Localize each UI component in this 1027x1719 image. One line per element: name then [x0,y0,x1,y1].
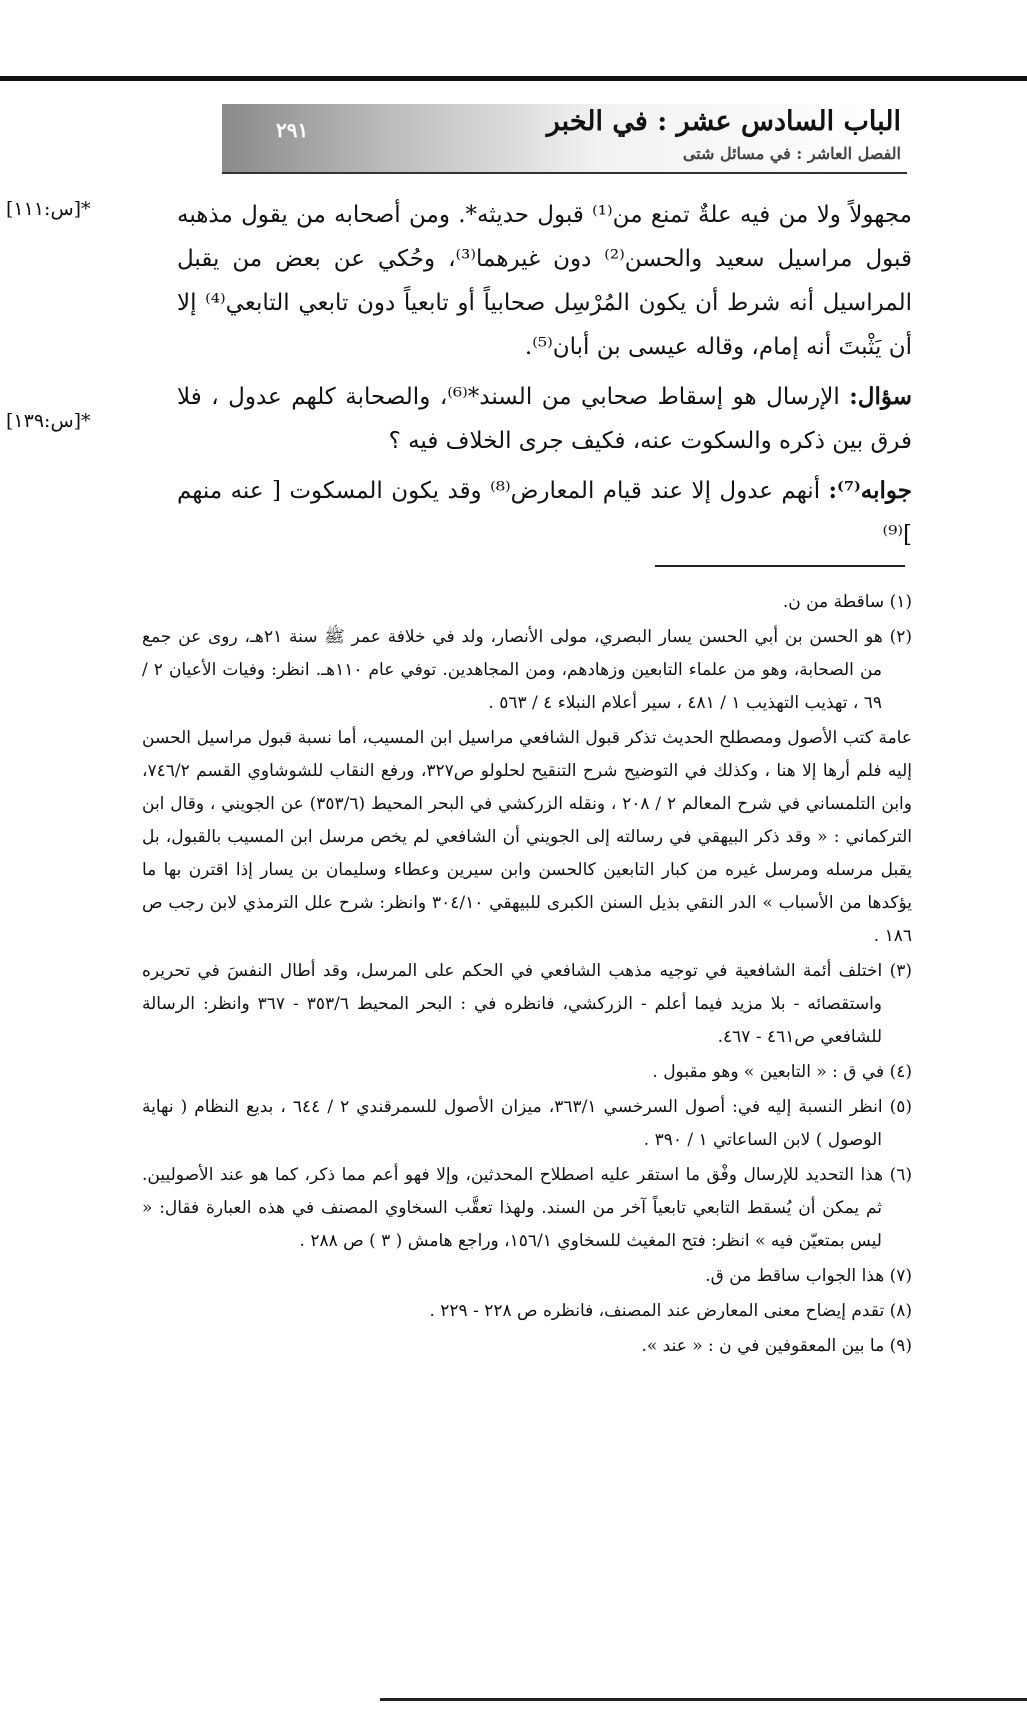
question-paragraph [177,375,912,463]
chapter-title: الباب السادس عشر : في الخبر [546,106,901,137]
question-text: الإرسال هو إسقاط صحابي من السند*⁽⁶⁾، والصحابة كلهم عدول ، فلا فرق بين ذكره والسكوت عنه، فكيف جرى الخلاف فيه ؟ [177,384,912,454]
page-number: ٢٩١ [276,118,309,142]
footnote-4: (٤) في ق : « التابعين » وهو مقبول . [652,1062,912,1082]
bottom-rule [380,1698,1027,1701]
footnote-3: (٣) اختلف أئمة الشافعية في توجيه مذهب الشافعي في الحكم على المرسل، وقد أطال النفسَ في تحريره واستقصائه - بلا مزيد فيما أعلم - الزركشي، فانظره في : البحر المحيط ٣٥٣/٦ - ٣٦٧ وانظر: الرسالة للشافعي ص٤٦١ - ٤٦٧. [142,961,912,1047]
answer-label: جوابه⁽⁷⁾: [828,477,913,504]
footnote-9: (٩) ما بين المعقوفين في ن : « عند ». [641,1336,912,1356]
paragraph-1: مجهولاً ولا من فيه علةٌ تمنع من⁽¹⁾ قبول حديثه*. ومن أصحابه من يقول مذهبه قبول مراسيل سعيد والحسن⁽²⁾ دون غيرهما⁽³⁾، وحُكي عن بعض من يقبل المراسيل أنه شرط أن يكون المُرْسِل صحابياً أو تابعياً دون تابعي التابعي⁽⁴⁾ إلا أن يَثْبتَ أنه إمام، وقاله عيسى بن أبان⁽⁵⁾. [177,202,913,360]
footnote-5: (٥) انظر النسبة إليه في: أصول السرخسي ٣٦٣/١، ميزان الأصول للسمرقندي ٢ / ٦٤٤ ، بديع النظام ( نهاية الوصول ) لابن الساعاتي ١ / ٣٩٠ . [142,1097,912,1150]
footnote-1: (١) ساقطة من ن. [782,592,912,612]
footnote-separator [655,565,905,567]
running-header [222,104,907,174]
footnote-8: (٨) تقدم إيضاح معنى المعارض عند المصنف، فانظره ص ٢٢٨ - ٢٢٩ . [429,1301,912,1321]
footnotes [142,586,912,1365]
top-rule [0,76,1027,81]
answer-paragraph [177,469,912,557]
footnote-2-continued: عامة كتب الأصول ومصطلح الحديث تذكر قبول الشافعي مراسيل ابن المسيب، أما نسبة قبول مراسيل الحسن إليه فلم أرها إلا هنا ، وكذلك في التوضيح شرح التنقيح لحلولو ص٣٢٧، ورفع النقاب للشوشاوي القسم ٧٤٦/٢، وابن التلمساني في شرح المعالم ٢ / ٢٠٨ ، ونقله الزركشي في البحر المحيط (٣٥٣/٦) عن الجويني ، وقال ابن التركماني : « وقد ذكر البيهقي في رسالته إلى الجويني أن الشافعي لم يخص مرسل ابن المسيب بالقبول، بل يقبل مرسله ومرسل غيره من كبار التابعين كالحسن وابن سيرين وعطاء وسليمان بن يسار إذا اقترن بها ما يؤكدها من الأسباب » الدر النقي بذيل السنن الكبرى للبيهقي ٣٠٤/١٠ وانظر: شرح علل الترمذي لابن رجب ص ١٨٦ . [142,728,913,946]
margin-note-2: *[س:١٣٩] [6,410,91,432]
question-label: سؤال: [849,383,912,410]
answer-text: أنهم عدول إلا عند قيام المعارض⁽⁸⁾ وقد يكون المسكوت [ عنه منهم ]⁽⁹⁾ [177,478,912,548]
main-text [177,193,912,563]
section-subtitle: الفصل العاشر : في مسائل شتى [682,144,901,163]
margin-note-1: *[س:١١١] [6,198,91,220]
footnote-2: (٢) هو الحسن بن أبي الحسن يسار البصري، مولى الأنصار، ولد في خلافة عمر ﷺ سنة ٢١هـ، روى عن جمع من الصحابة، وهو من علماء التابعين وزهادهم، ومن المجاهدين. توفي عام ١١٠هـ. انظر: وفيات الأعيان ٢ / ٦٩ ، تهذيب التهذيب ١ / ٤٨١ ، سير أعلام النبلاء ٤ / ٥٦٣ . [142,627,912,713]
footnote-6: (٦) هذا التحديد للإرسال وفْق ما استقر عليه اصطلاح المحدثين، وإلا فهو أعم مما ذكر، كما هو عند الأصوليين. ثم يمكن أن يُسقط التابعي تابعياً آخر من السند. ولهذا تعقَّب السخاوي المصنف في هذه العبارة فقال: « ليس بمتعيّن فيه » انظر: فتح المغيث للسخاوي ١٥٦/١، وراجع هامش ( ٣ ) ص ٢٨٨ . [142,1165,912,1251]
footnote-7: (٧) هذا الجواب ساقط من ق. [705,1266,912,1286]
